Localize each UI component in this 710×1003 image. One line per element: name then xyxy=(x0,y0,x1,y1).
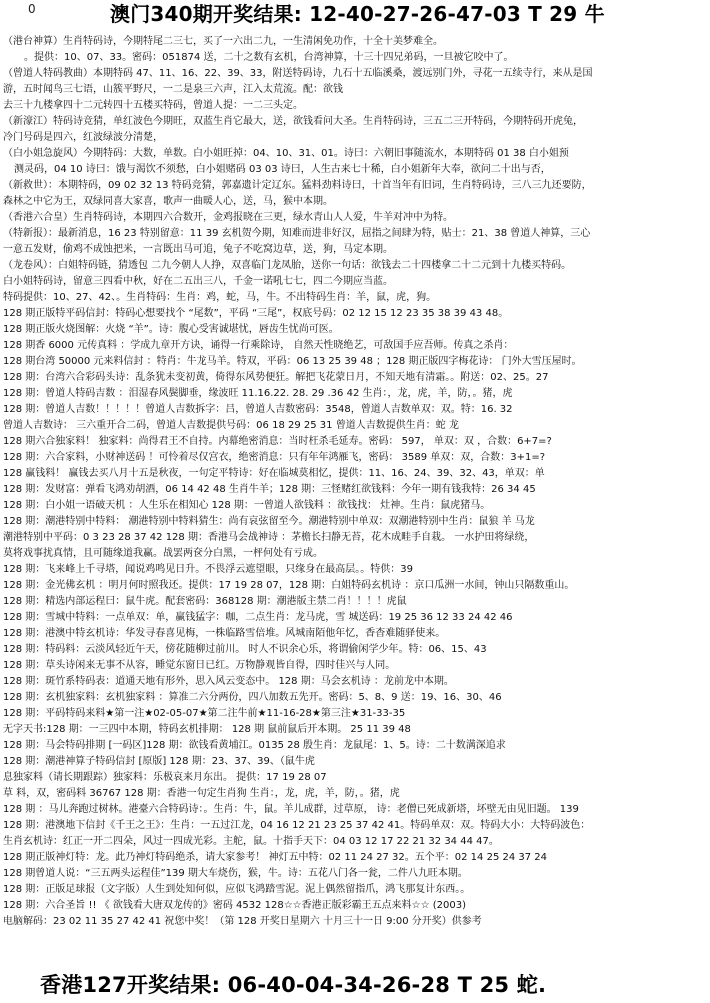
text-line: 128 赢钱料！ 赢钱去买八月十五是秋夜，一句定平特诗：好在临城莫相忆，提供：11、16、24、39、32、43，单双：单 xyxy=(3,468,545,479)
text-line: 128 期：白小姐一语破天机 ：人生乐在相知心 128 期：一曾道人欲钱料 ：欲钱找： 灶神。生肖：鼠虎猪马。 xyxy=(3,500,491,511)
text-line: （港台神算）生肖特码诗，今期特尾二三七，买了一六出二九，一生清闲免功作，十全十美梦难全。 xyxy=(3,36,443,47)
text-line: 游，五时闻鸟三七语，山簇平野尺，一二是泉三六声，江入太荒流。配：欲钱 xyxy=(3,84,343,95)
text-line: 128 期正版火烧图解：火烧 “羊”。诗：腹心受害诚堪忧，唇齿生忧尚可医。 xyxy=(3,324,339,335)
text-line: （曾道人特码教曲）本期特码 47、11、16、22、39、33，附送特码诗，九石十五临溪桑，渡远别门外，寻花一五续寺行，来从是国 xyxy=(3,68,593,79)
text-line: 128 期：金光佛玄机 ：明月何时照我还。提供：17 19 28 07，128 期：白姐特码玄机诗 ：京口瓜洲一水间，钟山只隔数重山。 xyxy=(3,580,575,591)
text-line: 128 期：港澳中特玄机诗：华发寻春喜见梅，一株临路雪倍堆。风城南陌他年忆，香杳难随驿使来。 xyxy=(3,628,446,639)
text-line: 128 期：飞来峰上千寻塔，闻说鸡鸣见日升。不畏浮云遮望眼，只缘身在最高层。。特供：39 xyxy=(3,564,413,575)
text-line: 无字天书:128 期：一三四中本期，特码玄机排期： 128 期 鼠前鼠后开本期。 25 11 39 48 xyxy=(3,724,411,735)
text-line: 特码提供：10、27、42、。生肖特码：生肖：鸡，蛇，马，牛。不出特码生肖：羊，鼠，虎，狗。 xyxy=(3,292,437,303)
text-line: 冷门号码是四六，红波绿波分清楚， xyxy=(3,132,163,143)
text-line: （龙卷风）：白姐特码链，猜透包 二九今朝人人挣，双喜临门龙凤胎，送你一句话：欲钱去二十四楼拿二十二元到十九楼买特码。 xyxy=(3,260,572,271)
text-line: 息独家料（请长期跟踪）独家料：乐极哀来月东出。 提供：17 19 28 07 xyxy=(3,772,327,783)
text-line: 128 期：雪城中特料：一点单双：单，赢钱猛字：咖，二点生肖：龙马虎，雪 城送码：19 25 36 12 33 24 42 46 xyxy=(3,612,513,623)
text-line: 128 期：草头诗闲来无事不从容，睡觉东窗日已红。万物静观皆自得，四时佳兴与人同。 xyxy=(3,660,396,671)
text-line: 128 期曾道人说：“三五两头运程佳”139 期大车烧伤，猴，牛。诗：五花八门各一瓮，二件八九旺本期。 xyxy=(3,868,468,879)
text-line: 128 期正版神灯特：龙。此乃神灯特码绝杀，请大家参考！ 神灯五中特：02 11 24 27 32。五个平：02 14 25 24 37 24 xyxy=(3,852,548,863)
text-line: 生肖玄机诗：红正一开二四朵，风过一四成光彩。主舵，鼠。十指手天下：04 03 12 17 22 21 32 34 44 47。 xyxy=(3,836,499,847)
text-line: 128 期：六合家料，小财神送码 ！可怜着尽仅宫衣，绝密消息：只有年年鸿雁飞，密码： 3589 单双：双，合数：3+1=? xyxy=(3,452,546,463)
text-line: 128 期：斑竹系特码表：道通天地有形外，思入风云变态中。 128 期：马会玄机诗 ：龙前龙中本期。 xyxy=(3,676,454,687)
text-line: 128 期：潮港特别中特料： 潮港特别中特料猜生：尚有哀弦留至今。潮港特别中单双：双潮港特别中生肖：鼠狼 羊 马龙 xyxy=(3,516,535,527)
text-line: 128 期：马会特码排期 [一码区]128 期：欲钱看黄埔江。0135 28 殷生肖：龙鼠尾：1、5。诗：二十数满深追求 xyxy=(3,740,506,751)
text-line: 去三十九楼拿四十二元转四十五楼买特码，曾道人提：一二三头定。 xyxy=(3,100,303,111)
footer-result: 香港127开奖结果: 06-40-04-34-26-28 T 25 蛇. xyxy=(40,973,547,997)
corner-mark: 0 xyxy=(28,2,36,16)
text-line: 128 期：特码料：云淡风轻近午天，傍花随柳过前川。 时人不识余心乐，将谓偷闲学少年。特：06、15、43 xyxy=(3,644,487,655)
body-text xyxy=(0,34,702,930)
text-line: （新濠江）特码诗竞猜，单红波色今期旺，双蓝生肖它最大，送，欲钱看问大圣。生肖特码诗，三五二三开特码，今期特码开虎兔， xyxy=(3,116,583,127)
text-line: （特新报）：最新消息，16 23 特别留意：11 39 玄机贺今期，知难而进非好汉，屈指之间肆为特，贴士：21、38 曾道人神算，三心 xyxy=(3,228,591,239)
text-line: （香港六合皇）生肖特码诗，本期四六合数开，金鸡报晓在三更，绿水青山人人爱，牛羊对冲中为特。 xyxy=(3,212,453,223)
text-line: 白小姐特码诗，留意三四看中秋，好在二五出三八，千金一诺吼七七，四二今期应当蓝。 xyxy=(3,276,393,287)
text-line: 128 期：台湾六合彩码头诗：乱条犹未变初黄，倚得东风势便狂。解把飞花蒙日月，不知天地有清霜。。附送：02、25。27 xyxy=(3,372,549,383)
text-line: 128 期：玄机独家料：玄机独家料 ：算准二六分两份，四八加数五先开。密码：5、8、9 送：19、16、30、46 xyxy=(3,692,502,703)
text-line: 电脑解码：23 02 11 35 27 42 41 祝您中奖！（第 128 开奖日星期六 十月三十一日 9:00 分开奖）供参考 xyxy=(3,916,482,927)
text-line: 128 期：港澳地下信封《千王之王》：生肖：一五过江龙，04 16 12 21 23 25 37 42 41。特码单双：双。特码大小：大特码波色： xyxy=(3,820,591,831)
text-line: 128 期六合独家料！ 独家料：尚得君王不自持。内幕绝密消息：当时枉杀毛延寿。密码： 597， 单双：双 ，合数：6+7=? xyxy=(3,436,552,447)
text-line: 曾道人吉数诗： 三六重开合二码，曾道人吉数提供号码：06 18 29 25 31 曾道人吉数提供生肖：蛇 龙 xyxy=(3,420,459,431)
text-line: 128 期：曾道人特码吉数 ：泪湿春风鬓脚垂，缘波旺 11.16.22. 28. 29 .36 42 生肖：，龙，虎，羊，防，。猪，虎 xyxy=(3,388,513,399)
text-line: 128 期：曾道人吉数！！！！！曾道人吉数拆字：吕，曾道人吉数密码：3548，曾道人吉数单双：双。特：16. 32 xyxy=(3,404,513,415)
text-line: 128 期台湾 50000 元来料信封 ：特肖：牛龙马羊。特双，平码：06 13 25 39 48 ；128 期正版四字梅花诗： 门外大雪压屋时。 xyxy=(3,356,582,367)
text-line: 潮港特别中平码：0 3 23 28 37 42 128 期：香港马会战神诗 ：茅檐长扫静无苔，花木成畦手自栽。 一水护田将绿绕， xyxy=(3,532,535,543)
text-line: 128 期：六合圣旨 !! 《 欲钱看大唐双龙传的》密码 4532 128☆☆香港正版彩霸王五点来料☆☆ (2003) xyxy=(3,900,467,911)
text-line: （白小姐急旋风）今期特码：大数，单数。白小姐旺掉：04、10、31、01。诗曰：六朝旧事随流水，本期特码 01 38 白小姐预 xyxy=(3,148,569,159)
text-line: 128 期：正版足球报（文字版）人生到处知何似，应似飞鸿踏雪泥。泥上偶然留指爪，鸿飞那复计东西。。 xyxy=(3,884,471,895)
text-line: 128 期：精选内部运程曰：鼠牛虎。配套密码：368128 期：潮港版主禁二肖！！！！虎鼠 xyxy=(3,596,407,607)
text-line: 莫将戏事扰真情，且可随缘道我赢。战罢两奁分白黑，一枰何处有亏成。 xyxy=(3,548,323,559)
text-line: 一意五发财，偷鸡不成蚀把米，一言既出马可追，兔子不吃窝边草，送，狗，马定本期。 xyxy=(3,244,393,255)
text-line: 128 期 ：马儿奔跑过树林。港臺六合特码诗：。生肖：牛，鼠。羊儿成群，过草原， 诗：老僧已死成新塔，坏壁无由见旧题。 139 xyxy=(3,804,579,815)
text-line: 128 期：发财富：弹看飞鸿劝胡酒，06 14 42 48 生肖牛羊；128 期：三怪赌红欲钱料：今年一期有钱我特：26 34 45 xyxy=(3,484,536,495)
text-line: 128 期：平码特码来料★第一注★02-05-07★第二注牛前★11-16-28★第三注★31-33-35 xyxy=(3,708,406,719)
text-line: 128 期香 6000 元传真料 ：学成九章开方诀，诵得一行乘除诗， 自然天性晓绝艺，可敌国手应吾师。传真之杀肖： xyxy=(3,340,514,351)
text-line: 测灵码，04 10 诗曰：饿与渴饮不须愁，白小姐赌码 03 03 诗曰，人生古来七十稀，白小姐新年大奉，欲问二十出与否， xyxy=(14,164,551,175)
text-line: 草 料，双，密码料 36767 128 期：香港一句定生肖狗 生肖：，龙，虎，羊，防，。猪，虎 xyxy=(3,788,400,799)
text-line: 森林之中它为王，双绿同喜大家喜，歌声一曲暖人心，送，马，猴中本期。 xyxy=(3,196,333,207)
page-title: 澳门340期开奖结果: 12-40-27-26-47-03 T 29 牛 xyxy=(110,2,605,26)
text-line: （新救世）：本期特码，09 02 32 13 特码竞猜，郭嘉遗计定辽东。猛料劲料诗曰，十首当年有旧词，生肖特码诗，三八三九还要防， xyxy=(3,180,592,191)
text-line: 。提供：10、07、33。密码：051874 送，二十之数有玄机，台湾神算，十三十四兄弟码，一旦被它咬中了。 xyxy=(24,52,514,63)
text-line: 128 期正版特平码信封：特码心想要找个 “尾数”，平码 “三尾”，权底号码：02 12 15 12 23 35 38 39 43 48。 xyxy=(3,308,509,319)
text-line: 128 期：潮港神算子特码信封 [原版] 128 期：23、37、39、（鼠牛虎 xyxy=(3,756,315,767)
